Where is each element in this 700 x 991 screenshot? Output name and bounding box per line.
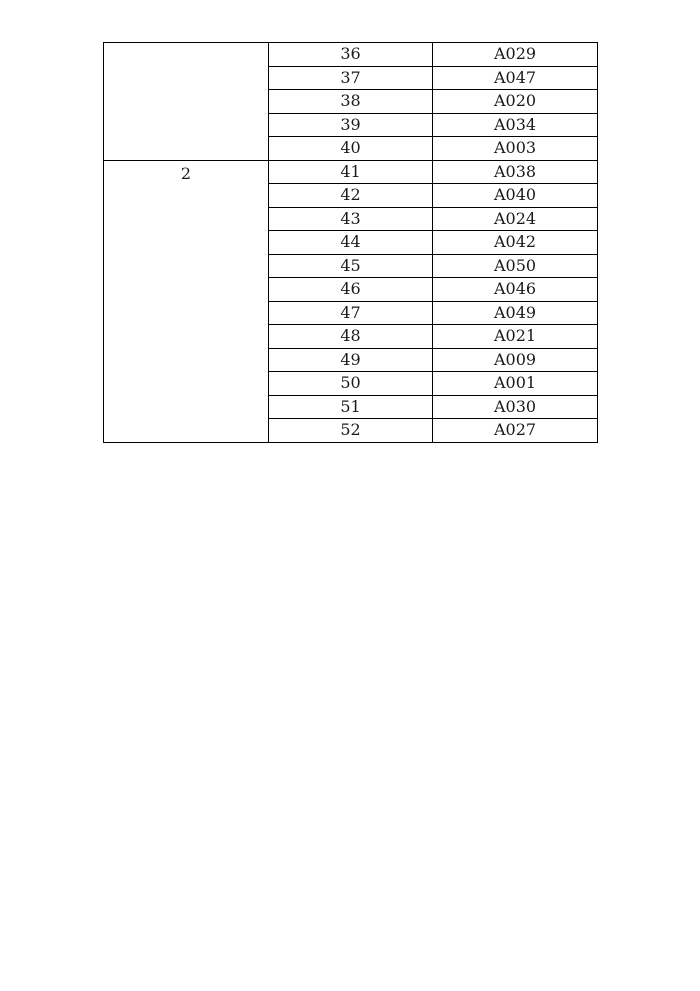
number-cell: 51 [269,395,433,419]
number-cell: 44 [269,231,433,255]
code-cell: A009 [433,348,598,372]
number-cell: 36 [269,43,433,67]
code-cell: A050 [433,254,598,278]
number-cell: 49 [269,348,433,372]
code-cell: A027 [433,419,598,443]
code-cell: A042 [433,231,598,255]
code-cell: A034 [433,113,598,137]
code-cell: A003 [433,137,598,161]
number-cell: 38 [269,90,433,114]
code-cell: A047 [433,66,598,90]
number-cell: 41 [269,160,433,184]
assignment-table [103,42,598,443]
code-cell: A049 [433,301,598,325]
code-cell: A029 [433,43,598,67]
code-cell: A024 [433,207,598,231]
number-cell: 39 [269,113,433,137]
number-cell: 52 [269,419,433,443]
number-cell: 40 [269,137,433,161]
table-body [104,43,598,443]
number-cell: 48 [269,325,433,349]
group-cell [104,160,269,442]
code-cell: A001 [433,372,598,396]
number-cell: 42 [269,184,433,208]
number-cell: 45 [269,254,433,278]
group-cell [104,43,269,161]
code-cell: A020 [433,90,598,114]
number-cell: 43 [269,207,433,231]
code-cell: A021 [433,325,598,349]
table-row [104,43,598,67]
code-cell: A038 [433,160,598,184]
table-row [104,160,598,184]
group-label: 2 [180,163,192,183]
code-cell: A040 [433,184,598,208]
number-cell: 37 [269,66,433,90]
number-cell: 47 [269,301,433,325]
code-cell: A030 [433,395,598,419]
number-cell: 50 [269,372,433,396]
number-cell: 46 [269,278,433,302]
code-cell: A046 [433,278,598,302]
